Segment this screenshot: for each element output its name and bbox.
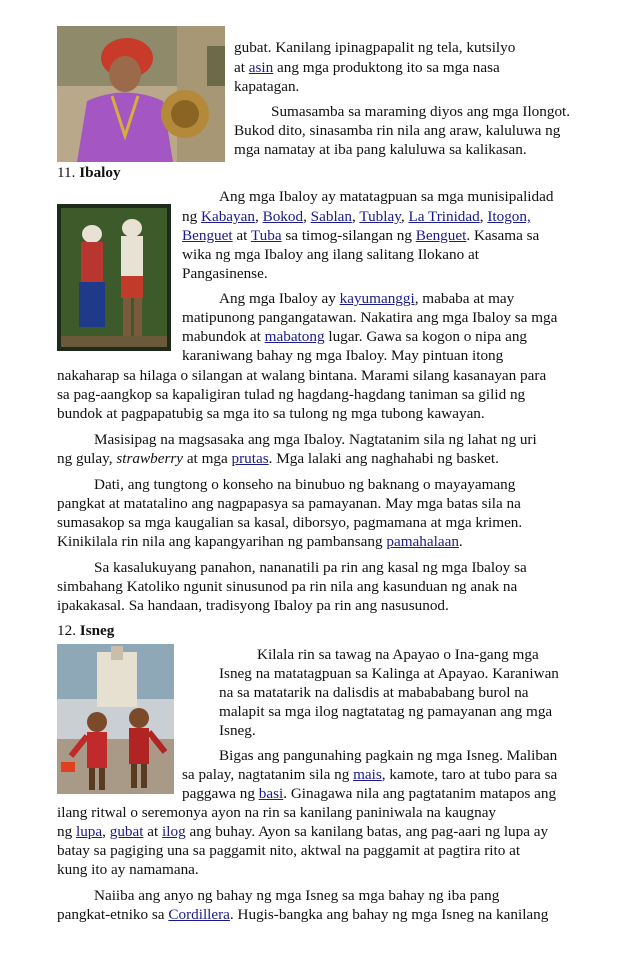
link-cordillera[interactable]: Cordillera (168, 906, 230, 923)
link-kayumanggi[interactable]: kayumanggi (339, 290, 415, 307)
link-gubat[interactable]: gubat (109, 823, 144, 840)
link-mais[interactable]: mais (353, 766, 382, 783)
text-line: Masisipag na magsasaka ang mga Ibaloy. Nagtatanim sila ng lahat ng uri (94, 431, 537, 448)
isneg-festival-photo (57, 644, 174, 794)
text-line: Dati, ang tungtong o konseho na binubuo ng baknang o mayayamang (94, 476, 516, 493)
text-line: paggawa ng basi. Ginagawa nila ang pagtatanim matapos ang (182, 785, 557, 802)
text-line: Kinikilala rin nila ang kapangyarihan ng pambansang pamahalaan. (57, 533, 463, 550)
text-line: Bigas ang pangunahing pagkain ng mga Isneg. Maliban (219, 747, 558, 764)
text-line: karaniwang bahay ng mga Ibaloy. May pintuan itong (182, 347, 504, 364)
link-asin[interactable]: asin (248, 59, 274, 76)
link-tuba[interactable]: Tuba (250, 227, 282, 244)
link-benguet[interactable]: Benguet (415, 227, 467, 244)
text-line: malapit sa mga ilog nagtatatag ng pamayanan ang mga (219, 703, 553, 720)
text-line: Pangasinense. (182, 265, 268, 282)
text-line: batay sa pagiging una sa paggamit nito, aktwal na paggamit at pagtira rito at (57, 842, 521, 859)
text-line: ilang ritwal o seremonya ayon na rin sa kanilang paniniwala na kaugnay (57, 804, 497, 821)
text-line: wika ng mga Ibaloy ang ilang salitang Ilokano at (182, 246, 479, 263)
text-line: pangkat-etniko sa Cordillera. Hugis-bangka ang bahay ng mga Isneg na kanilang (57, 906, 549, 923)
text-line: Benguet at Tuba sa timog-silangan ng Benguet. Kasama sa (182, 227, 540, 244)
text-line: Ang mga Ibaloy ay matatagpuan sa mga munisipalidad (219, 188, 554, 205)
text-line: Bukod dito, sinasamba rin nila ang araw, kaluluwa ng (234, 122, 561, 139)
link-mabatong[interactable]: mabatong (264, 328, 325, 345)
text-line: Kilala rin sa tawag na Apayao o Ina-gang mga (257, 646, 539, 663)
text-line: pangkat at matatalino ang nagpapasya sa pamayanan. May mga batas sila na (57, 495, 521, 512)
link-basi[interactable]: basi (258, 785, 284, 802)
ibaloy-couple-photo (57, 204, 171, 351)
text-line: kung ito ay namamana. (57, 861, 199, 878)
link-la-trinidad[interactable]: La Trinidad (408, 208, 480, 225)
text-line: sa pag-aangkop sa kapaligiran tulad ng hagdang-hagdang taniman sa gilid ng (57, 386, 526, 403)
link-kabayan[interactable]: Kabayan (200, 208, 255, 225)
section-heading-isneg: 12. Isneg (57, 622, 115, 639)
text-line: Naiiba ang anyo ng bahay ng mga Isneg sa mga bahay ng iba pang (94, 887, 500, 904)
text-line: at asin ang mga produktong ito sa mga nasa (234, 59, 500, 76)
text-line: Sumasamba sa maraming diyos ang mga Ilongot. (271, 103, 571, 120)
text-line: ng gulay, strawberry at mga prutas. Mga lalaki ang naghahabi ng basket. (57, 450, 499, 467)
text-line: Isneg. (219, 722, 256, 739)
section-heading-ibaloy: 11. Ibaloy (57, 164, 121, 181)
link-ilog[interactable]: ilog (162, 823, 186, 840)
link-prutas[interactable]: prutas (231, 450, 269, 467)
text-line: ng lupa, gubat at ilog ang buhay. Ayon sa kanilang batas, ang pag-aari ng lupa ay (57, 823, 549, 840)
text-line: sumasakop sa mga kaugalian sa kasal, diborsyo, pagmamana at mga krimen. (57, 514, 523, 531)
text-line: bundok at pagpapatubig sa mga ito sa tulong ng mga tubong kawayan. (57, 405, 485, 422)
link-sablan[interactable]: Sablan (310, 208, 353, 225)
text-line: na sa matatarik na dalisdis at mabababang burol na (219, 684, 529, 701)
link-itogon[interactable]: Itogon, (487, 208, 531, 225)
text-line: ipakakasal. Sa handaan, tradisyong Ibaloy pa rin ang nasusunod. (57, 597, 449, 614)
text-line: ng Kabayan, Bokod, Sablan, Tublay, La Trinidad, Itogon, (182, 208, 531, 225)
link-tublay[interactable]: Tublay (359, 208, 401, 225)
text-line: gubat. Kanilang ipinagpapalit ng tela, kutsilyo (234, 39, 516, 56)
link-bokod[interactable]: Bokod (262, 208, 304, 225)
text-line: Sa kasalukuyang panahon, nananatili pa rin ang kasal ng mga Ibaloy sa (94, 559, 527, 576)
text-line: kapatagan. (234, 78, 300, 95)
text-line: nakaharap sa hilaga o silangan at walang bintana. Marami silang kasanayan para (57, 367, 547, 384)
text-line: Isneg na matatagpuan sa Kalinga at Apayao. Karaniwan (219, 665, 559, 682)
ilongot-woman-photo (57, 26, 225, 162)
link-benguet[interactable]: Benguet (182, 227, 233, 244)
text-line: matipunong pangangatawan. Nakatira ang mga Ibaloy sa mga (182, 309, 558, 326)
link-pamahalaan[interactable]: pamahalaan (386, 533, 459, 550)
text-line: mabundok at mabatong lugar. Gawa sa kogon o nipa ang (182, 328, 528, 345)
text-line: simbahang Katoliko ngunit sinusunod pa rin nila ang kasunduan ng anak na (57, 578, 518, 595)
link-lupa[interactable]: lupa (75, 823, 103, 840)
text-line: Ang mga Ibaloy ay kayumanggi, mababa at may (219, 290, 515, 307)
text-line: sa palay, nagtatanim sila ng mais, kamote, taro at tubo para sa (182, 766, 558, 783)
text-line: mga namatay at iba pang kaluluwa sa kalikasan. (234, 141, 527, 158)
